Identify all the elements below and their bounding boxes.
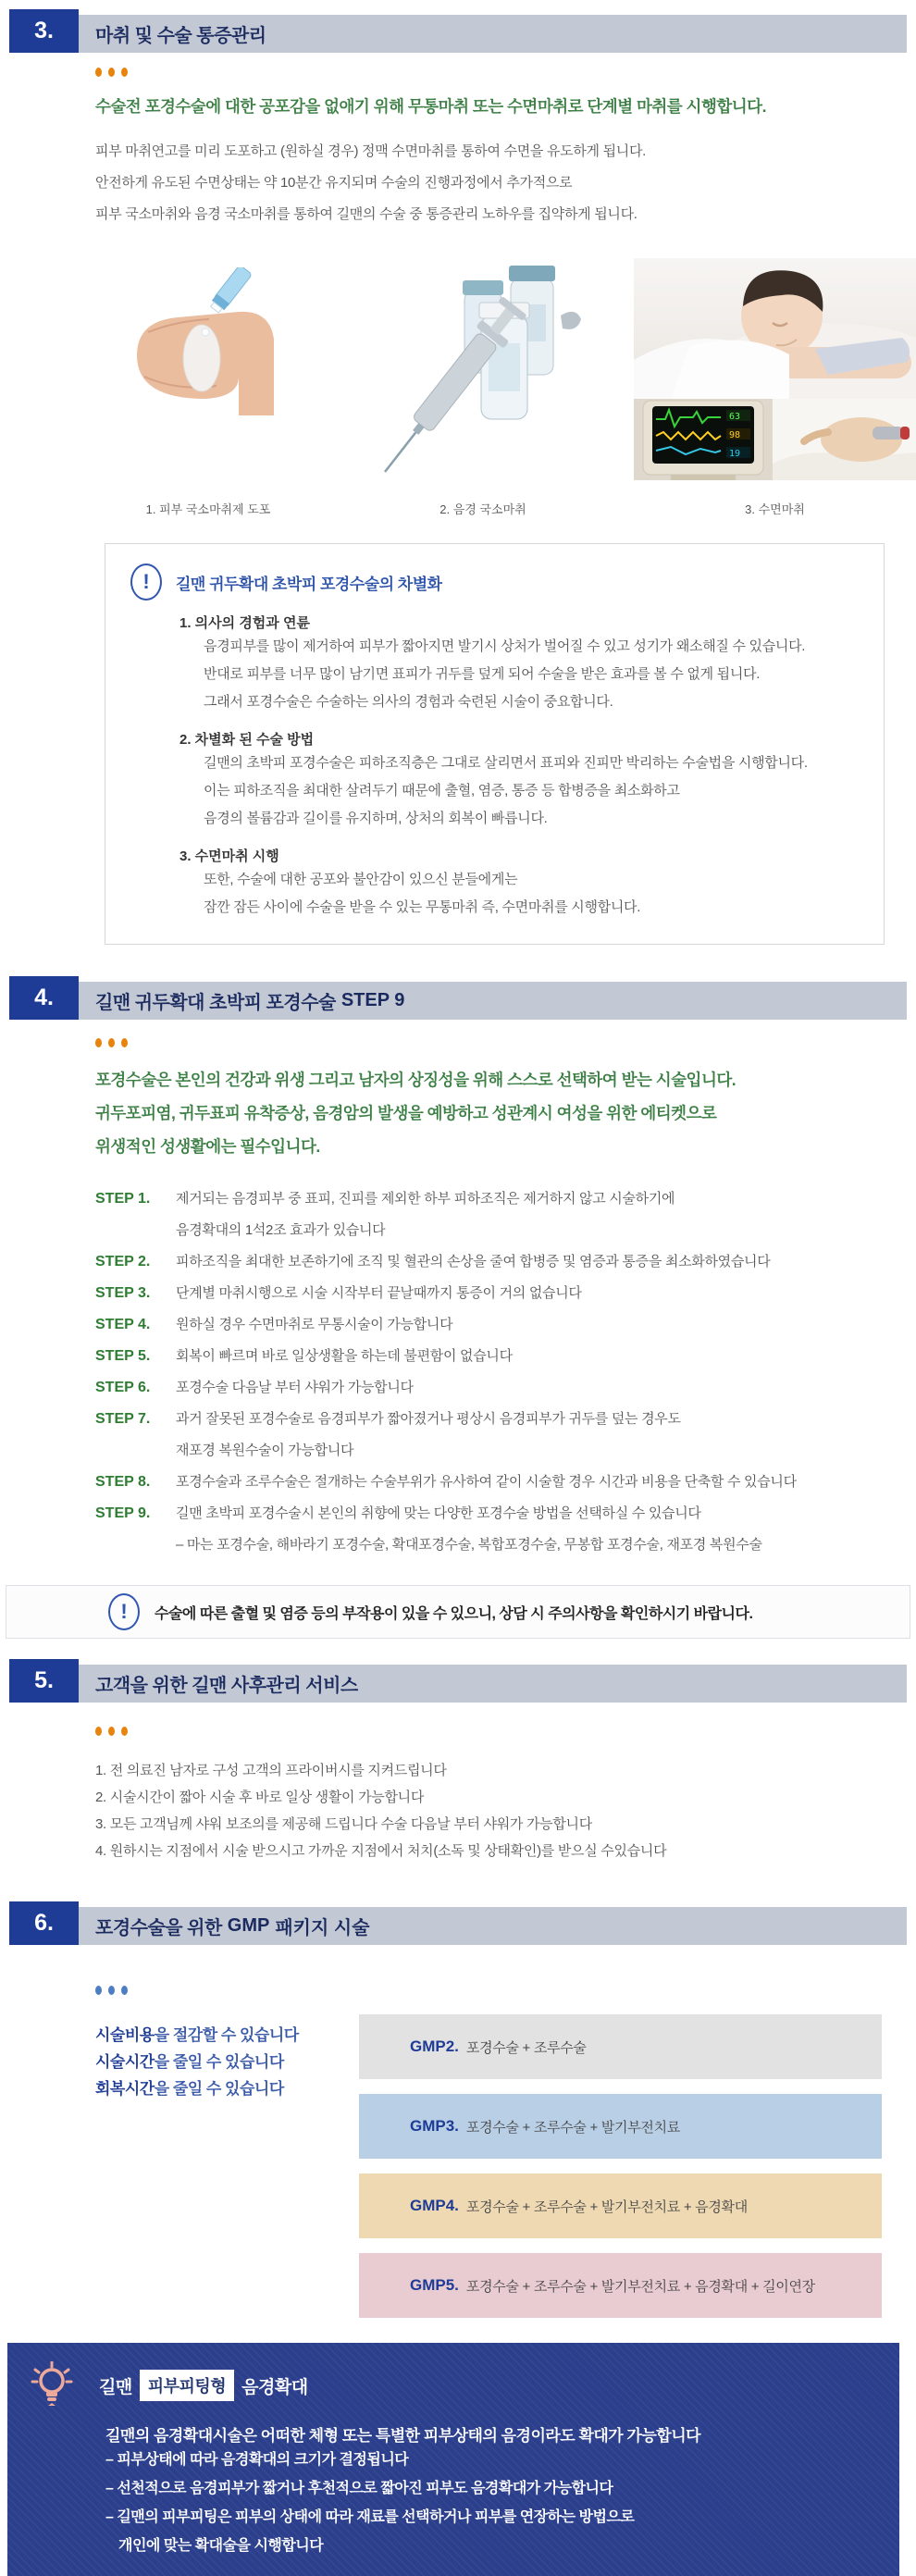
gmp-package-label: GMP5. [410, 2276, 459, 2294]
info-box-item [179, 614, 865, 716]
step-text: 원하실 경우 수면마취로 무통시술이 가능합니다 [176, 1317, 453, 1332]
benefit-keyword: 시술비용 [95, 2026, 155, 2044]
benefit-rest: 을 줄일 수 있습니다 [154, 2053, 284, 2071]
steps-list [95, 1183, 916, 1561]
benefit-rest: 을 절감할 수 있습니다 [154, 2026, 299, 2044]
section-3-header [9, 9, 907, 53]
svg-text:63: 63 [729, 412, 741, 422]
step-label: STEP 5. [95, 1348, 151, 1364]
section-5-title-bar [79, 1665, 907, 1703]
footer-bullet: – 피부상태에 따라 음경확대의 크기가 결정됩니다 [105, 2452, 409, 2468]
section-4-title-bar [79, 982, 907, 1020]
caption-penile-anesthetic: 2. 음경 국소마취 [439, 502, 526, 516]
exclamation-icon: ! [108, 1593, 140, 1630]
aftercare-item: 1. 전 의료진 남자로 구성 고객의 프라이버시를 지켜드립니다 [95, 1763, 447, 1778]
info-item-line: 이는 피하조직을 최대한 살려두기 때문에 출혈, 염증, 통증 등 합병증을 최소화하고 [204, 783, 680, 799]
aftercare-item: 4. 원하시는 지점에서 시술 받으시고 가까운 지점에서 처치(소독 및 상태확인)를 받으실 수있습니다 [95, 1843, 667, 1859]
step-label: STEP 6. [95, 1380, 151, 1395]
gmp-package-row [359, 2253, 882, 2318]
gmp-package-desc: 포경수술 + 조루수술 + 발기부전치료 + 음경확대 + 길이연장 [465, 2278, 815, 2295]
step-row [95, 1309, 916, 1341]
step-row [95, 1404, 916, 1467]
gmp-package-list [359, 2014, 882, 2333]
section-6-number: 6. [9, 1901, 79, 1945]
cream-illustration-graphic [120, 267, 296, 434]
info-item-line: 길맨의 초박피 포경수술은 피하조직층은 그대로 살리면서 표피와 진피만 박리하는 수술법을 시행합니다. [204, 755, 808, 771]
step-row [95, 1246, 916, 1278]
info-item-heading: 1. 의사의 경험과 연륜 [179, 615, 310, 631]
info-item-heading: 3. 수면마취 시행 [179, 848, 279, 864]
section-3-title: 마취 및 수술 통증관리 [95, 26, 266, 46]
section-5-number: 5. [9, 1659, 79, 1703]
differentiation-info-box [105, 543, 885, 945]
caption-skin-anesthetic: 1. 피부 국소마취제 도포 [145, 502, 271, 516]
footer-last-line: 개인에 맞는 확대술을 시행합니다 [118, 2538, 324, 2554]
aftercare-list [95, 1757, 916, 1864]
info-item-line: 또한, 수술에 대한 공포와 불안감이 있으신 분들에게는 [204, 872, 518, 887]
section-dots-orange [95, 1727, 916, 1737]
step-row [95, 1183, 916, 1246]
section-dots-blue [95, 1986, 916, 1996]
benefit-line [95, 2075, 359, 2102]
step-text: 단계별 마취시행으로 시술 시작부터 끝날때까지 통증이 거의 없습니다 [176, 1285, 582, 1301]
syringe-vials-photo [353, 258, 613, 485]
syringe-vials-graphic [353, 258, 613, 485]
intro-line: 위생적인 성생활에는 필수입니다. [95, 1137, 320, 1156]
info-box-item [179, 848, 865, 922]
info-item-line: 잠깐 잠든 사이에 수술을 받을 수 있는 무통마취 즉, 수면마취를 시행합니다. [204, 899, 641, 915]
benefit-keyword: 시술시간 [95, 2053, 155, 2071]
info-item-line: 음경피부를 많이 제거하여 피부가 짧아지면 발기시 상처가 벌어질 수 있고 성기가 왜소해질 수 있습니다. [204, 638, 806, 654]
step-text: 회복이 빠르며 바로 일상생활을 하는데 불편함이 없습니다 [176, 1348, 513, 1364]
intro-line: 포경수술은 본인의 건강과 위생 그리고 남자의 상징성을 위해 스스로 선택하여 받는 시술입니다. [95, 1071, 737, 1089]
step-text: 길맨 초박피 포경수술시 본인의 취향에 맞는 다양한 포경수술 방법을 선택하실 수 있습니다 [176, 1505, 701, 1521]
gmp-package-row [359, 2094, 882, 2159]
benefit-rest: 을 줄일 수 있습니다 [154, 2080, 284, 2098]
step-label: STEP 9. [95, 1505, 151, 1521]
step-label: STEP 3. [95, 1285, 151, 1301]
section-4-intro [95, 1063, 916, 1163]
pulse-oximeter-hand-photo [773, 399, 916, 480]
footer-highlight-badge: 피부피팅형 [140, 2370, 234, 2401]
section-dots-orange [95, 1038, 916, 1048]
step-label: STEP 4. [95, 1317, 151, 1332]
section-3-headline: 수술전 포경수술에 대한 공포감을 없애기 위해 무통마취 또는 수면마취로 단계별 마취를 시행합니다. [95, 97, 766, 116]
benefit-keyword: 회복시간 [95, 2080, 155, 2098]
step-label: STEP 1. [95, 1191, 151, 1207]
step-text: – 마는 포경수술, 해바라기 포경수술, 확대포경수술, 복합포경수술, 무봉합 포경수술, 재포경 복원수술 [176, 1537, 762, 1553]
gmp-package-label: GMP4. [410, 2197, 459, 2214]
gmp-package-desc: 포경수술 + 조루수술 [465, 2039, 587, 2056]
lightbulb-icon [31, 2361, 73, 2409]
figure-captions [0, 500, 916, 517]
sleep-anesthesia-photo [634, 258, 916, 480]
footer-title-post: 음경확대 [241, 2377, 308, 2397]
step-text: 과거 잘못된 포경수술로 음경피부가 짧아졌거나 평상시 음경피부가 귀두를 덮는 경우도 [176, 1411, 681, 1427]
benefit-line [95, 2049, 359, 2075]
step-row [95, 1278, 916, 1309]
section-5-title: 고객을 위한 길맨 사후관리 서비스 [95, 1676, 358, 1696]
footer-lead: 길맨의 음경확대시술은 어떠한 체형 또는 특별한 피부상태의 음경이라도 확대가 가능합니다 [105, 2427, 701, 2445]
aftercare-item: 3. 모든 고객님께 샤워 보조의를 제공해 드립니다 수술 다음날 부터 샤워가 가능합니다 [95, 1816, 592, 1832]
section-3-number: 3. [9, 9, 79, 53]
skin-fitting-banner [7, 2343, 899, 2576]
info-box-items [105, 614, 884, 922]
step-label: STEP 2. [95, 1254, 151, 1269]
monitor-and-hand-photos [634, 399, 916, 480]
gmp-package-desc: 포경수술 + 조루수술 + 발기부전치료 [465, 2119, 680, 2136]
svg-text:19: 19 [729, 449, 741, 459]
exclamation-icon: ! [130, 564, 162, 601]
svg-text:98: 98 [729, 430, 741, 440]
step-label: STEP 7. [95, 1411, 151, 1427]
sleeping-patient-photo [634, 258, 916, 399]
step-text: 제거되는 음경피부 중 표피, 진피를 제외한 하부 피하조직은 제거하지 않고 시술하기에 [176, 1191, 675, 1207]
paragraph-line: 피부 국소마취와 음경 국소마취를 통하여 길맨의 수술 중 통증관리 노하우를 집약하게 됩니다. [95, 206, 637, 222]
section-6-title-bar [79, 1907, 907, 1945]
paragraph-line: 피부 마취연고를 미리 도포하고 (원하실 경우) 정맥 수면마취를 통하여 수면을 유도하게 됩니다. [95, 143, 647, 159]
step-text: 포경수술 다음날 부터 샤워가 가능합니다 [176, 1380, 414, 1395]
section-3-title-bar [79, 15, 907, 53]
info-item-line: 음경의 볼륨감과 길이를 유지하며, 상처의 회복이 빠릅니다. [204, 811, 548, 826]
section-6-title-pre: 포경수술을 위한 [95, 1918, 222, 1938]
aftercare-item: 2. 시술시간이 짧아 시술 후 바로 일상 생활이 가능합니다 [95, 1790, 425, 1805]
info-box-title: 길맨 귀두확대 초박피 포경수술의 차별화 [176, 575, 442, 593]
step-label: STEP 8. [95, 1474, 151, 1490]
step-row [95, 1467, 916, 1498]
paragraph-line: 안전하게 유도된 수면상태는 약 10분간 유지되며 수술의 진행과정에서 추가적으로 [95, 175, 573, 191]
section-6-header [9, 1901, 907, 1945]
gmp-package-row [359, 2014, 882, 2079]
step-text: 피하조직을 최대한 보존하기에 조직 및 혈관의 손상을 줄여 합병증 및 염증과 통증을 최소화하였습니다 [176, 1254, 771, 1269]
info-item-heading: 2. 차별화 된 수술 방법 [179, 732, 315, 748]
info-box-item [179, 731, 865, 833]
gmp-package-label: GMP2. [410, 2037, 459, 2055]
section-4-number: 4. [9, 976, 79, 1020]
intro-line: 귀두포피염, 귀두표피 유착증상, 음경암의 발생을 예방하고 성관계시 여성을 위한 에티켓으로 [95, 1104, 717, 1122]
skin-anesthetic-cream-illustration [120, 267, 296, 434]
step-text: 포경수술과 조루수술은 절개하는 수술부위가 유사하여 같이 시술할 경우 시간과 비용을 단축할 수 있습니다 [176, 1474, 797, 1490]
step-text: 재포경 복원수술이 가능합니다 [176, 1443, 354, 1458]
step-row [95, 1341, 916, 1372]
footer-bullets [7, 2446, 899, 2532]
vital-monitor-photo [634, 399, 773, 480]
footer-bullet: – 길맨의 피부피팅은 피부의 상태에 따라 재료를 선택하거나 피부를 연장하는 방법으로 [105, 2509, 635, 2525]
section-5-header [9, 1659, 907, 1703]
info-item-line: 반대로 피부를 너무 많이 남기면 표피가 귀두를 덮게 되어 수술을 받은 효과를 볼 수 없게 됩니다. [204, 666, 761, 682]
caption-sleep-anesthesia: 3. 수면마취 [745, 502, 805, 516]
step-row [95, 1498, 916, 1561]
section-dots-orange [95, 68, 916, 78]
footer-brand: 길맨 [99, 2377, 132, 2397]
side-effects-notice [6, 1585, 910, 1639]
step-row [95, 1372, 916, 1404]
section-6-title-gmp: GMP [227, 1915, 270, 1936]
section-3-paragraphs [95, 136, 916, 230]
gmp-package-desc: 포경수술 + 조루수술 + 발기부전치료 + 음경확대 [465, 2198, 748, 2215]
gmp-package-label: GMP3. [410, 2117, 459, 2135]
gmp-package-area [0, 2014, 916, 2333]
info-item-line: 그래서 포경수술은 수술하는 의사의 경험과 숙련된 시술이 중요합니다. [204, 694, 613, 710]
gmp-package-row [359, 2174, 882, 2238]
section-4-header [9, 976, 907, 1020]
step-text: 음경확대의 1석2조 효과가 있습니다 [176, 1222, 386, 1238]
footer-bullet: – 선천적으로 음경피부가 짧거나 후천적으로 짧아진 피부도 음경확대가 가능합니다 [105, 2481, 613, 2496]
anesthesia-figures [0, 258, 916, 485]
section-6-title-post: 패키지 시술 [275, 1918, 370, 1938]
gmp-benefits [95, 2014, 359, 2333]
section-4-title-step9: STEP 9 [340, 990, 405, 1010]
benefit-line [95, 2022, 359, 2049]
section-4-title: 길맨 귀두확대 초박피 포경수술 [95, 993, 336, 1013]
notice-text: 수술에 따른 출혈 및 염증 등의 부작용이 있을 수 있으니, 상담 시 주의사항을 확인하시기 바랍니다. [155, 1605, 753, 1622]
